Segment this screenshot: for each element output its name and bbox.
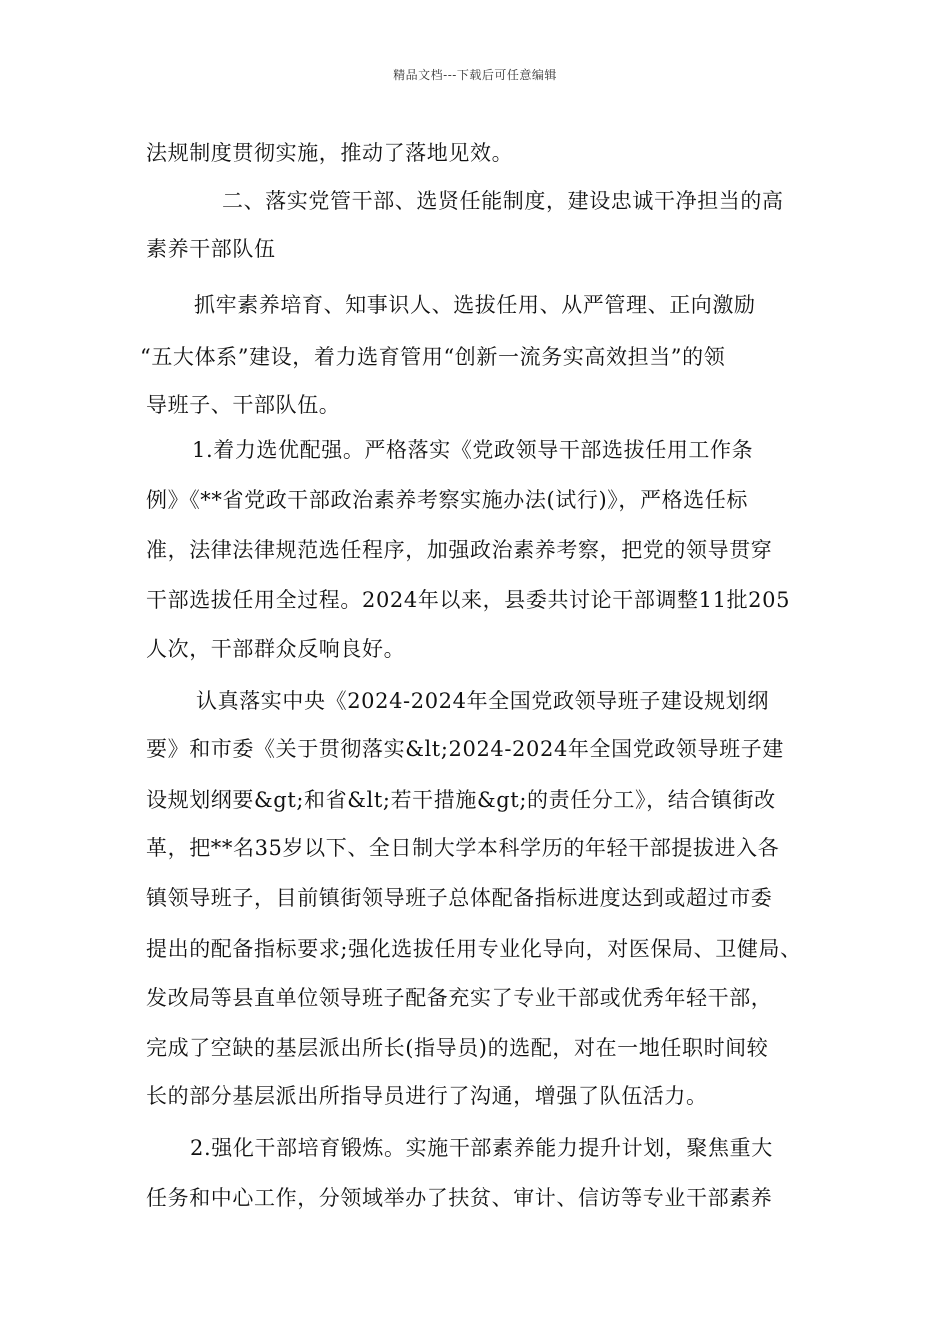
text-line: 发改局等县直单位领导班子配备充实了专业干部或优秀年轻干部，	[146, 986, 773, 1010]
text-line: 2.强化干部培育锻炼。实施干部素养能力提升计划，聚焦重大	[190, 1136, 773, 1160]
text-line: 提出的配备指标要求;强化选拔任用专业化导向，对医保局、卫健局、	[146, 937, 802, 961]
text-line: 准，法律法律规范选任程序，加强政治素养考察，把党的领导贯穿	[146, 538, 773, 562]
text-line: 任务和中心工作，分领域举办了扶贫、审计、信访等专业干部素养	[146, 1186, 773, 1210]
section-heading: 素养干部队伍	[146, 237, 276, 261]
text-line: 抓牢素养培育、知事识人、选拔任用、从严管理、正向激励	[194, 293, 756, 317]
text-line: 例》《**省党政干部政治素养考察实施办法(试行)》，严格选任标	[146, 488, 748, 512]
text-line: “五大体系”建设，着力选育管用“创新一流务实高效担当”的领	[140, 345, 726, 369]
text-line: 要》和市委《关于贯彻落实&lt;2024-2024年全国党政领导班子建	[146, 737, 784, 761]
text-line: 革，把**名35岁以下、全日制大学本科学历的年轻干部提拔进入各	[146, 836, 780, 860]
text-line: 镇领导班子，目前镇街领导班子总体配备指标进度达到或超过市委	[146, 886, 773, 910]
text-line: 法规制度贯彻实施，推动了落地见效。	[146, 141, 514, 165]
text-line: 干部选拔任用全过程。2024年以来，县委共讨论干部调整11批205	[146, 588, 791, 612]
text-line: 长的部分基层派出所指导员进行了沟通，增强了队伍活力。	[146, 1084, 708, 1108]
text-line: 完成了空缺的基层派出所长(指导员)的选配，对在一地任职时间较	[146, 1036, 769, 1060]
text-line: 导班子、干部队伍。	[146, 393, 341, 417]
text-line: 1.着力选优配强。严格落实《党政领导干部选拔任用工作条	[192, 438, 754, 462]
section-heading: 二、落实党管干部、选贤任能制度，建设忠诚干净担当的高	[222, 189, 784, 213]
text-line: 人次，干部群众反响良好。	[146, 637, 406, 661]
page-header: 精品文档---下载后可任意编辑	[393, 68, 557, 82]
text-line: 设规划纲要&gt;和省&lt;若干措施&gt;的责任分工》，结合镇街改	[146, 788, 776, 812]
text-line: 认真落实中央《2024-2024年全国党政领导班子建设规划纲	[196, 689, 769, 713]
